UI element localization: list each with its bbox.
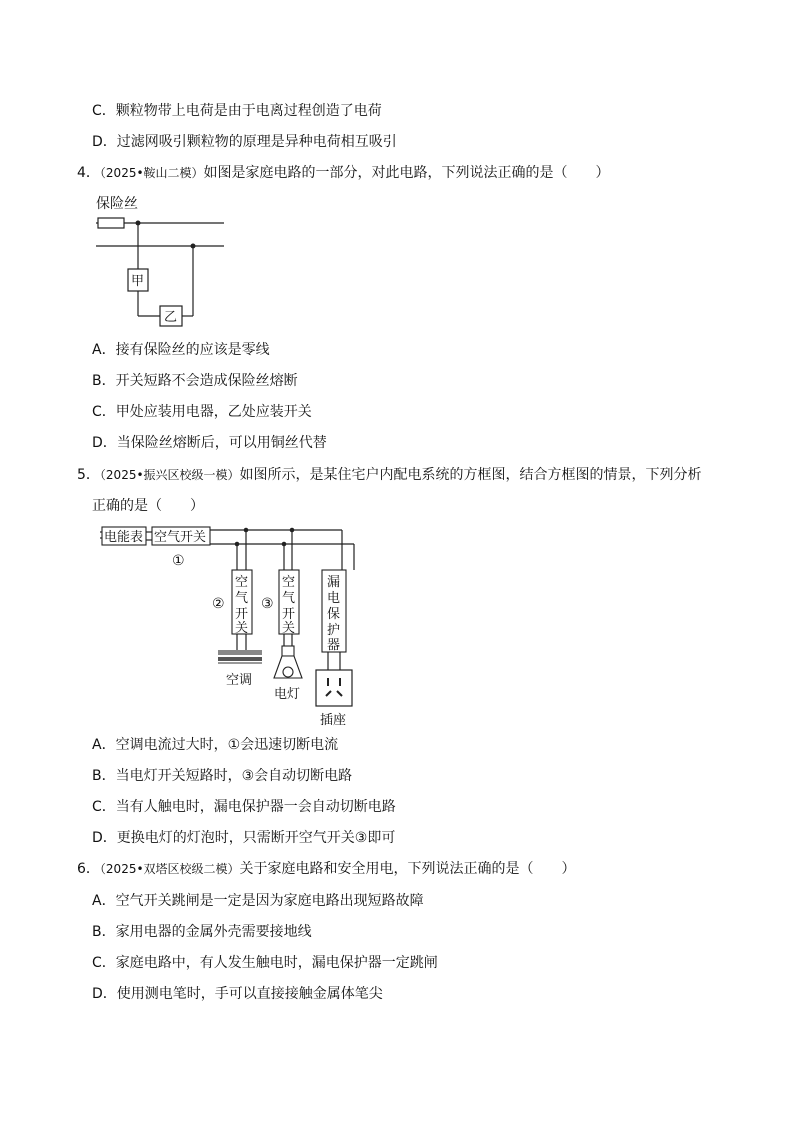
air-switch-3-label: 空气开关 xyxy=(282,575,296,636)
q5-distribution-diagram xyxy=(96,522,366,732)
q4-circuit-diagram xyxy=(90,192,235,332)
air-conditioner-icon xyxy=(218,650,262,664)
meter-label: 电能表 xyxy=(104,530,144,545)
question-source: （2025•双塔区校级二模） xyxy=(99,862,240,876)
q5-option-a: A．空调电流过大时，①会迅速切断电流 xyxy=(92,737,339,753)
question-source: （2025•鞍山二模） xyxy=(99,166,204,180)
q4-option-d: D．当保险丝熔断后，可以用铜丝代替 xyxy=(92,435,327,451)
option-d-prev: D．过滤网吸引颗粒物的原理是异种电荷相互吸引 xyxy=(92,134,397,150)
question-5-stem-line2: 正确的是（ ） xyxy=(92,498,204,514)
mark-3: ③ xyxy=(261,596,274,612)
q4-option-a: A．接有保险丝的应该是零线 xyxy=(92,342,270,358)
option-c-prev: C．颗粒物带上电荷是由于电离过程创造了电荷 xyxy=(92,103,382,119)
socket-label: 插座 xyxy=(320,713,347,728)
air-switch-2-label: 空气开关 xyxy=(235,575,249,636)
socket-icon xyxy=(316,670,352,706)
box-yi-label: 乙 xyxy=(164,310,178,325)
lamp-label: 电灯 xyxy=(274,687,301,702)
mark-2: ② xyxy=(212,596,225,612)
lamp-icon xyxy=(274,646,302,678)
q6-option-a: A．空气开关跳闸是一定是因为家庭电路出现短路故障 xyxy=(92,893,424,909)
box-jia-label: 甲 xyxy=(131,274,145,289)
question-text: 如图是家庭电路的一部分，对此电路，下列说法正确的是（ ） xyxy=(203,165,610,181)
q6-option-c: C．家庭电路中，有人发生触电时，漏电保护器一定跳闸 xyxy=(92,955,438,971)
leakage-protector-label: 漏电保护器 xyxy=(327,575,341,653)
q6-option-b: B．家用电器的金属外壳需要接地线 xyxy=(92,924,312,940)
q4-option-b: B．开关短路不会造成保险丝熔断 xyxy=(92,373,298,389)
question-6-stem xyxy=(77,860,576,878)
question-5-stem xyxy=(77,466,702,484)
question-text: 关于家庭电路和安全用电，下列说法正确的是（ ） xyxy=(239,861,576,877)
question-4-stem xyxy=(77,164,610,182)
q6-option-d: D．使用测电笔时，手可以直接接触金属体笔尖 xyxy=(92,986,383,1002)
fuse-label: 保险丝 xyxy=(96,196,138,212)
question-number: 6． xyxy=(77,861,100,877)
question-number: 4． xyxy=(77,165,100,181)
q4-option-c: C．甲处应装用电器，乙处应装开关 xyxy=(92,404,312,420)
mark-1: ① xyxy=(172,553,185,569)
ac-label: 空调 xyxy=(226,673,253,688)
main-air-switch-label: 空气开关 xyxy=(154,530,207,545)
question-text: 如图所示，是某住宅户内配电系统的方框图，结合方框图的情景，下列分析 xyxy=(239,467,702,483)
q5-option-b: B．当电灯开关短路时，③会自动切断电路 xyxy=(92,768,353,784)
question-number: 5． xyxy=(77,467,100,483)
q5-option-d: D．更换电灯的灯泡时，只需断开空气开关③即可 xyxy=(92,830,396,846)
question-source: （2025•振兴区校级一模） xyxy=(99,468,240,482)
q5-option-c: C．当有人触电时，漏电保护器一会自动切断电路 xyxy=(92,799,396,815)
fuse-symbol xyxy=(98,218,124,228)
